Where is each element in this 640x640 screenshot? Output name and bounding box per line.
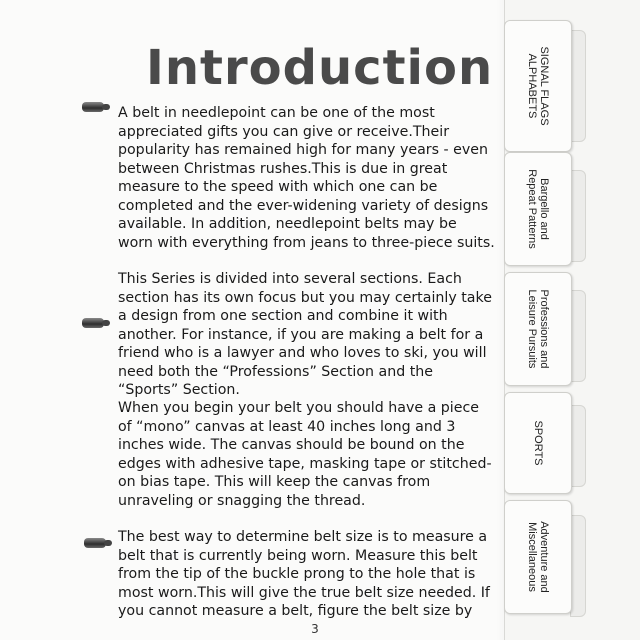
paragraph-belt-gifts: A belt in needlepoint can be one of the most appreciated gifts you can give or receive.Their popularity has remained high for many years - even between Christmas rushes.This is due in great measure to the speed with which one can be completed and the ever-widening variety of designs available. In addition, needlepoint belts may be worn with everything from jeans to three-piece suits. xyxy=(118,105,495,251)
tab-edge xyxy=(570,290,586,382)
tab-label xyxy=(526,290,550,369)
tab-edge xyxy=(570,30,586,142)
tab-label-line: SIGNAL FLAGS xyxy=(538,46,550,126)
binding-ring-icon xyxy=(82,102,104,112)
paragraph-series-sections: This Series is divided into several sections. Each section has its own focus but you may certainly take a design from one section and combine it with another. For instance, if you are making a belt for a friend who is a lawyer and who loves to ski, you will need both the “Professions” Section and the “Sports” Section. xyxy=(118,271,492,398)
tab-label xyxy=(532,420,544,465)
tab-label-line: Leisure Pursuits xyxy=(526,289,538,369)
tab-professions-leisure[interactable] xyxy=(504,272,572,386)
tab-edge xyxy=(570,170,586,262)
tab-label-line: ALPHABETS xyxy=(526,53,538,119)
paragraph-belt-size: The best way to determine belt size is to measure a belt that is currently being worn. Measure this belt from the tip of the buckle prong to the hole that is most worn.This will give the true belt size needed. If you cannot measure a belt, figure the belt size by xyxy=(118,529,490,619)
tab-label xyxy=(526,46,550,125)
tab-sports[interactable] xyxy=(504,392,572,494)
paragraph-canvas-prep: When you begin your belt you should have a piece of “mono” canvas at least 40 inches long and 3 inches wide. The canvas should be bound on the edges with adhesive tape, masking tape or stitched-on bias tape. This will keep the canvas from unraveling or snagging the thread. xyxy=(118,400,492,509)
tab-label xyxy=(526,521,550,593)
tab-label-line: SPORTS xyxy=(532,420,544,466)
tab-label-line: Repeat Patterns xyxy=(526,169,538,249)
tab-edge xyxy=(570,405,586,487)
binding-ring-icon xyxy=(82,318,104,328)
tab-edge xyxy=(570,515,586,617)
page-number: 3 xyxy=(311,622,319,636)
tab-signal-flags-alphabets[interactable] xyxy=(504,20,572,152)
tab-label xyxy=(526,169,550,249)
tab-label-line: Bargello and xyxy=(538,178,550,240)
page-title: Introduction xyxy=(146,40,494,96)
tab-label-line: Professions and xyxy=(538,289,550,369)
tab-adventure-miscellaneous[interactable] xyxy=(504,500,572,614)
binding-ring-icon xyxy=(84,538,106,548)
tab-label-line: Adventure and xyxy=(538,521,550,593)
tab-bargello-repeat-patterns[interactable] xyxy=(504,152,572,266)
tab-label-line: Miscellaneous xyxy=(526,522,538,592)
